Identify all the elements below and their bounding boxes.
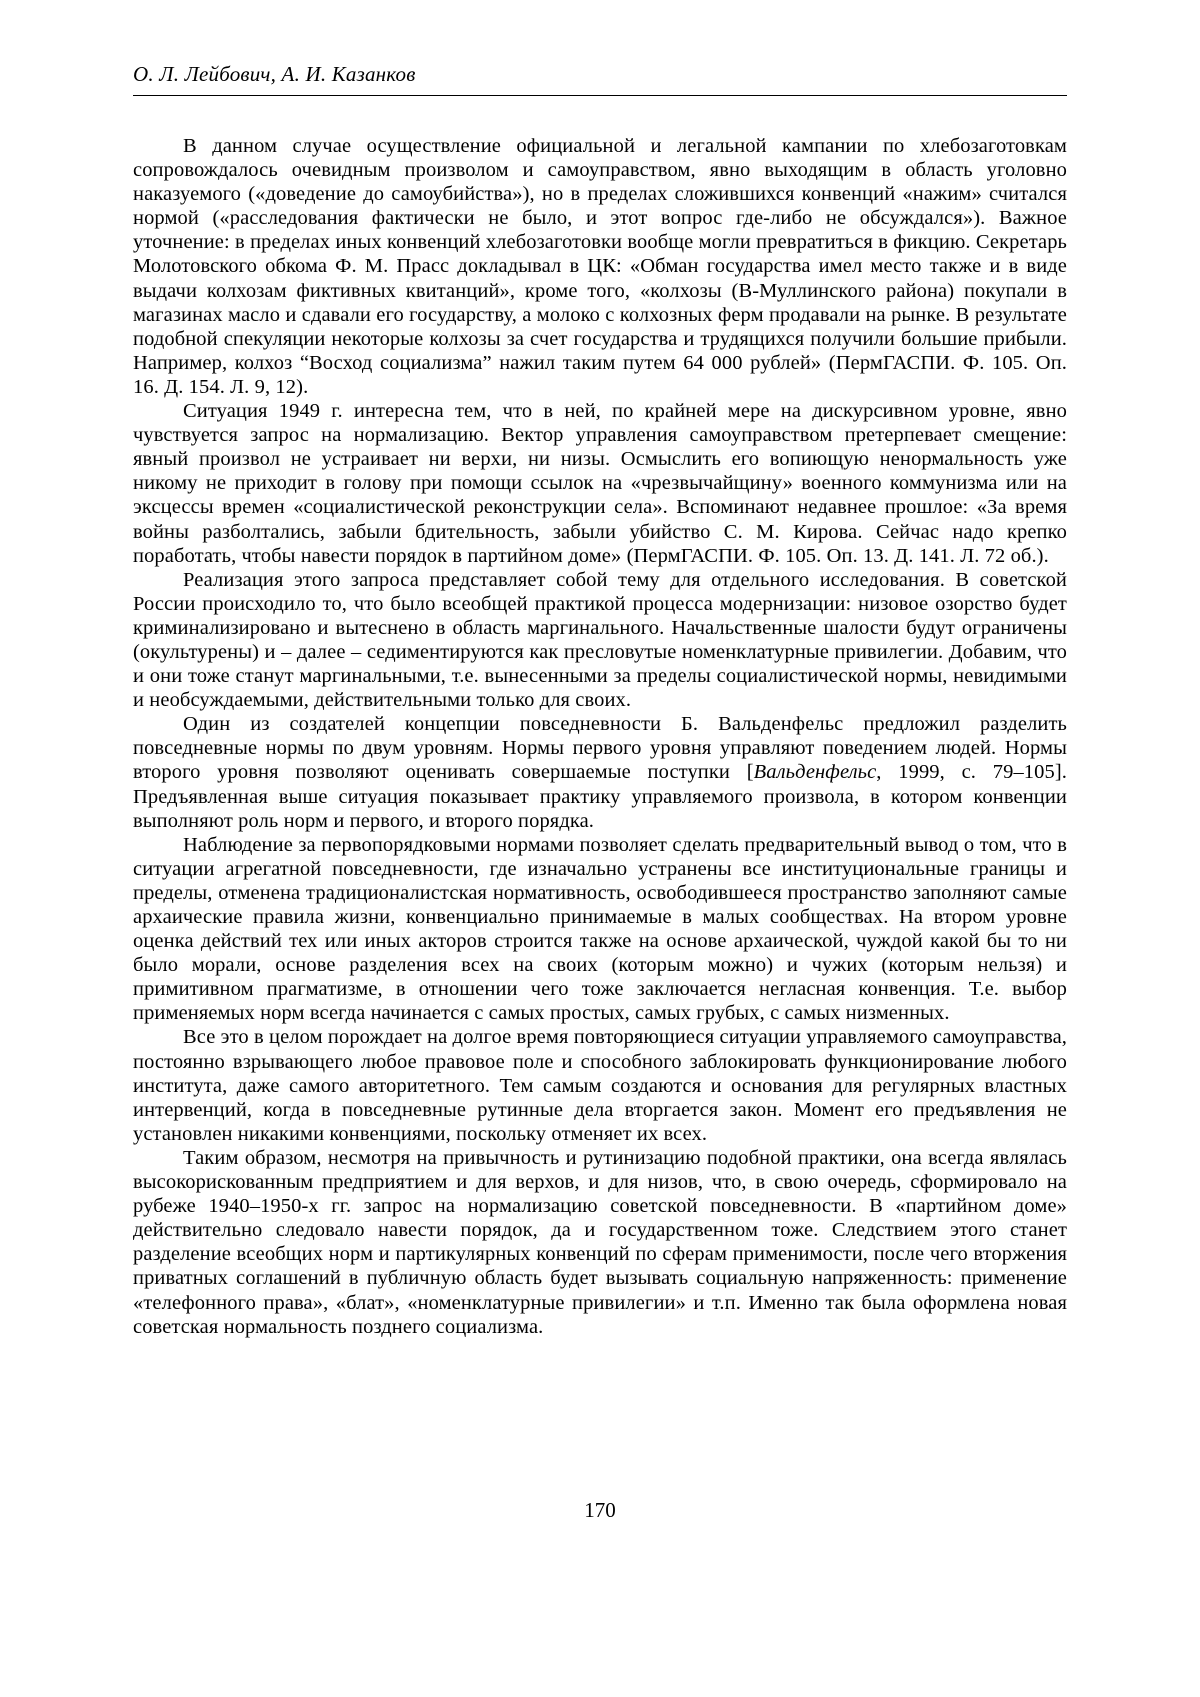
paragraph-text-run: Реализация этого запроса представляет собой тему для отдельного исследования. В советской России происходило то, что было всеобщей практикой процесса модернизации: низовое озорство будет криминализировано и вытеснено в область маргинального. Начальственные шалости будут ограничены (окультурены) и – далее – седиментируются как пресловутые номенклатурные привилегии. Добавим, что и они тоже станут маргинальными, т.е. вынесенными за пределы социалистической нормы, невидимыми и необсуждаемыми, действительными только для своих. (133, 568, 1067, 712)
paragraph (133, 568, 1067, 713)
body-text (133, 134, 1067, 1339)
paragraph-text-run: В данном случае осуществление официальной и легальной кампании по хлебозаготовкам сопровождалось очевидным произволом и самоуправством, явно выходящим в область уголовно наказуемого («доведение до самоубийства»), но в пределах сложившихся конвенций «нажим» считался нормой («расследования фактически не было, и этот вопрос где-либо не обсуждался»). Важное уточнение: в пределах иных конвенций хлебозаготовки вообще могли превратиться в фикцию. Секретарь Молотовского обкома Ф. М. Прасс докладывал в ЦК: «Обман государства имел место также и в виде выдачи колхозам фиктивных квитанций», кроме того, «колхозы (В-Муллинского района) покупали в магазинах масло и сдавали его государству, а молоко с колхозных ферм продавали на рынке. В результате подобной спекуляции некоторые колхозы за счет государства и трудящихся получили большие прибыли. Например, колхоз “Восход социализма” нажил таким путем 64 000 рублей» (ПермГАСПИ. Ф. 105. Оп. 16. Д. 154. Л. 9, 12). (133, 135, 1067, 398)
page-number: 170 (584, 1498, 616, 1522)
paragraph (133, 134, 1067, 399)
paragraph (133, 1025, 1067, 1145)
citation-author-italic: Вальденфельс (753, 761, 877, 784)
paragraph (133, 1146, 1067, 1339)
paragraph (133, 399, 1067, 568)
paragraph-text-run: Наблюдение за первопорядковыми нормами позволяет сделать предварительный вывод о том, что в ситуации агрегатной повседневности, где изначально устранены все институциональные границы и пределы, отменена традиционалистская нормативность, освободившееся пространство заполняют самые архаические правила жизни, конвенциально принимаемые в малых сообществах. На втором уровне оценка действий тех или иных акторов строится также на основе архаической, чуждой какой бы то ни было морали, основе разделения всех на своих (которым можно) и чужих (которым нельзя) и примитивном прагматизме, в отношении чего тоже заключается негласная конвенция. Т.е. выбор применяемых норм всегда начинается с самых простых, самых грубых, с самых низменных. (133, 833, 1067, 1025)
paragraph-text-run: , 1999, с. 79–105]. Предъявленная выше ситуация показывает практику управляемого произвола, в котором конвенции выполняют роль норм и первого, и второго порядка. (133, 761, 1067, 832)
paragraph (133, 712, 1067, 832)
paragraph-text-run: Ситуация 1949 г. интересна тем, что в ней, по крайней мере на дискурсивном уровне, явно чувствуется запрос на нормализацию. Вектор управления самоуправством претерпевает смещение: явный произвол не устраивает ни верхи, ни низы. Осмыслить его вопиющую ненормальность уже никому не приходит в голову при помощи ссылок на «чрезвычайщину» военного коммунизма или на эксцессы времен «социалистической реконструкции села». Вспоминают недавнее прошлое: «За время войны разболтались, забыли бдительность, забыли убийство С. М. Кирова. Сейчас надо крепко поработать, чтобы навести порядок в партийном доме» (ПермГАСПИ. Ф. 105. Оп. 13. Д. 141. Л. 72 об.). (133, 400, 1067, 567)
running-header (133, 62, 1067, 96)
paragraph-text-run: Один из создателей концепции повседневности Б. Вальденфельс предложил разделить повседневные нормы по двум уровням. Нормы первого уровня управляют поведением людей. Нормы второго уровня позволяют оценивать совершаемые поступки [ (133, 713, 1067, 784)
paragraph-text-run: Таким образом, несмотря на привычность и рутинизацию подобной практики, она всегда являлась высокорискованным предприятием и для верхов, и для низов, что, в свою очередь, сформировало на рубеже 1940–1950-х гг. запрос на нормализацию советской повседневности. В «партийном доме» действительно следовало навести порядок, да и государственном тоже. Следствием этого станет разделение всеобщих норм и партикулярных конвенций по сферам применимости, после чего вторжения приватных соглашений в публичную область будет вызывать социальную напряженность: применение «телефонного права», «блат», «номенклатурные привилегии» и т.п. Именно так была оформлена новая советская нормальность позднего социализма. (133, 1146, 1067, 1338)
paragraph (133, 833, 1067, 1026)
paragraph-text-run: Все это в целом порождает на долгое время повторяющиеся ситуации управляемого самоуправства, постоянно взрывающего любое правовое поле и способного заблокировать функционирование любого института, даже самого авторитетного. Тем самым создаются и основания для регулярных властных интервенций, когда в повседневные рутинные дела вторгается закон. Момент его предъявления не установлен никакими конвенциями, поскольку отменяет их всех. (133, 1026, 1067, 1145)
running-header-authors: О. Л. Лейбович, А. И. Казанков (133, 62, 416, 86)
